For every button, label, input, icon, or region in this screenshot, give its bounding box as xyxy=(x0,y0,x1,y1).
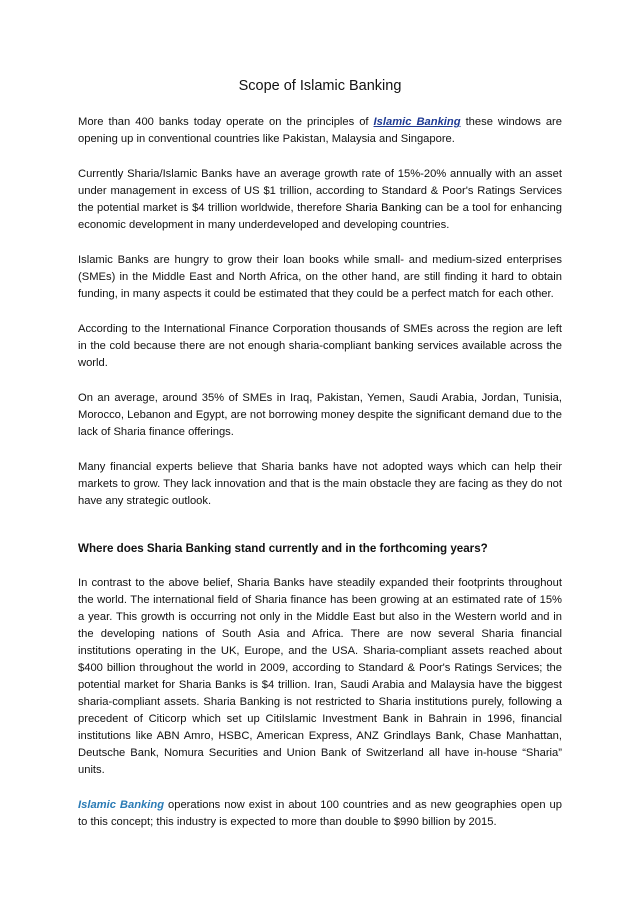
section-heading: Where does Sharia Banking stand currently and in the forthcoming years? xyxy=(78,542,488,555)
paragraph-growth-text-after: can be a tool for enhancing economic development in many underdeveloped and developing countries. xyxy=(78,202,562,231)
paragraph-growth-text-before: Currently Sharia/Islamic Banks have an average growth rate of 15%-20% annually with an asset under management in excess of US $1 trillion, according to Standard & Poor's Ratings Services the potential market is $4 trillion worldwide, therefore xyxy=(78,168,562,214)
islamic-banking-link-2[interactable]: Islamic Banking xyxy=(78,799,165,811)
paragraph-growth xyxy=(78,166,562,234)
paragraph-contrast: In contrast to the above belief, Sharia Banks have steadily expanded their footprints throughout the world. The international field of Sharia finance has been growing at an estimated rate of 15% a year. This growth is occurring not only in the Middle East but also in the Western world and in the developing nations of South Asia and Africa. There are now several Sharia financial institutions operating in the UK, Europe, and the USA. Sharia-compliant assets reached about $400 billion throughout the world in 2009, according to Standard & Poor's Ratings Services; the potential market for Sharia Banks is $4 trillion. Iran, Saudi Arabia and Malaysia have the biggest sharia-compliant assets. Sharia Banking is not restricted to Sharia institutions purely, following a precedent of Citicorp which set up CitiIslamic Investment Bank in Bahrain in 1996, financial institutions like ABN Amro, HSBC, American Express, ANZ Grindlays Bank, Chase Manhattan, Deutsche Bank, Nomura Securities and Union Bank of Switzerland all have in-house “Sharia” units. xyxy=(78,577,562,776)
paragraph-ifc: According to the International Finance Corporation thousands of SMEs across the region are left in the cold because there are not enough sharia-compliant banking services available across the world. xyxy=(78,323,562,369)
paragraph-intro xyxy=(78,114,562,148)
paragraph-operations xyxy=(78,797,562,831)
sharia-banking-keyword: Sharia Banking xyxy=(345,202,422,214)
paragraph-intro-text-before: More than 400 banks today operate on the principles of xyxy=(78,116,374,128)
paragraph-intro-text-after: these windows are opening up in conventional countries like Pakistan, Malaysia and Singapore. xyxy=(78,116,562,145)
paragraph-experts: Many financial experts believe that Sharia banks have not adopted ways which can help their markets to grow. They lack innovation and that is the main obstacle they are facing as they do not have any strategic outlook. xyxy=(78,461,562,507)
paragraph-smes: Islamic Banks are hungry to grow their loan books while small- and medium-sized enterprises (SMEs) in the Middle East and North Africa, on the other hand, are still finding it hard to obtain funding, in many aspects it could be estimated that they could be a perfect match for each other. xyxy=(78,254,562,300)
islamic-banking-link[interactable]: Islamic Banking xyxy=(373,116,461,128)
document-page xyxy=(78,76,562,849)
paragraph-operations-text-after: operations now exist in about 100 countries and as new geographies open up to this concept; this industry is expected to more than double to $990 billion by 2015. xyxy=(78,799,563,828)
document-title: Scope of Islamic Banking xyxy=(238,78,402,94)
paragraph-average: On an average, around 35% of SMEs in Iraq, Pakistan, Yemen, Saudi Arabia, Jordan, Tunisia, Morocco, Lebanon and Egypt, are not borrowing money despite the significant demand due to the lack of Sharia finance offerings. xyxy=(78,392,562,438)
